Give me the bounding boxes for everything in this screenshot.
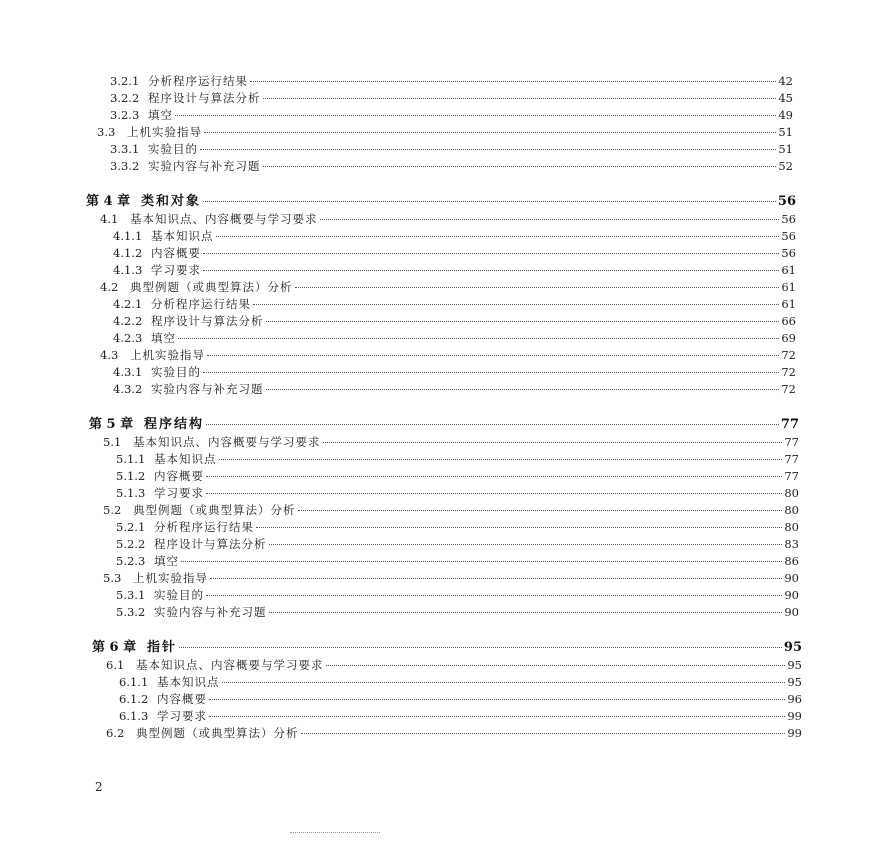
toc-entry-page: 61	[781, 297, 796, 311]
toc-entry	[113, 296, 796, 312]
toc-entry-page: 95	[787, 658, 802, 672]
toc-entry-page: 72	[781, 382, 796, 396]
toc-entry	[106, 657, 802, 673]
dot-leader	[219, 459, 783, 460]
toc-entry	[106, 725, 802, 741]
dot-leader	[323, 442, 783, 443]
toc-entry	[116, 536, 799, 552]
toc-entry	[113, 330, 796, 346]
toc-entry	[110, 107, 793, 123]
dot-leader	[326, 665, 786, 666]
toc-entry-number: 3.3.1	[110, 142, 140, 156]
toc-entry-title: 程序设计与算法分析	[154, 537, 267, 551]
toc-entry-title: 程序设计与算法分析	[148, 91, 261, 105]
toc-entry-title: 程序结构	[144, 417, 205, 432]
toc-entry	[110, 90, 793, 106]
toc-entry-title: 实验内容与补充习题	[151, 382, 264, 396]
toc-entry-title: 填空	[154, 554, 179, 568]
toc-entry-number: 5.3	[103, 571, 122, 585]
toc-entry-page: 49	[778, 108, 793, 122]
toc-entry-number: 4.3.2	[113, 382, 143, 396]
page-number: 2	[95, 780, 103, 794]
toc-entry	[103, 570, 799, 586]
toc-entry	[103, 434, 799, 450]
toc-entry-title: 分析程序运行结果	[148, 74, 248, 88]
toc-entry-page: 90	[784, 571, 799, 585]
toc-entry	[113, 262, 796, 278]
dot-leader	[295, 287, 780, 288]
toc-entry-page: 90	[784, 588, 799, 602]
toc-entry-title: 上机实验指导	[133, 571, 208, 585]
dot-leader	[269, 544, 783, 545]
dot-leader	[263, 98, 777, 99]
toc-entry-title: 基本知识点、内容概要与学习要求	[130, 212, 318, 226]
toc-entry-page: 72	[781, 348, 796, 362]
toc-entry-page: 56	[777, 194, 796, 209]
toc-entry	[116, 451, 799, 467]
toc-entry-page: 99	[787, 709, 802, 723]
toc-entry-title: 填空	[148, 108, 173, 122]
toc-entry-title: 典型例题（或典型算法）分析	[133, 503, 296, 517]
dot-leader	[266, 321, 780, 322]
toc-entry-number: 5.1.2	[116, 469, 146, 483]
dot-leader	[263, 166, 777, 167]
toc-entry-page: 77	[784, 435, 799, 449]
toc-entry	[100, 347, 796, 363]
toc-entry-title: 内容概要	[151, 246, 201, 260]
dot-leader	[301, 733, 786, 734]
toc-entry-number: 第 5 章	[89, 417, 134, 432]
dot-leader	[206, 493, 782, 494]
toc-entry-page: 96	[787, 692, 802, 706]
toc-entry	[119, 674, 802, 690]
toc-entry-title: 填空	[151, 331, 176, 345]
dot-leader	[175, 115, 776, 116]
toc-chapter-entry	[86, 194, 796, 210]
toc-entry-number: 6.1.2	[119, 692, 149, 706]
dot-leader	[266, 389, 780, 390]
dot-leader	[200, 149, 776, 150]
dot-leader	[216, 236, 780, 237]
toc-entry-title: 典型例题（或典型算法）分析	[130, 280, 293, 294]
toc-entry-number: 4.1	[100, 212, 119, 226]
toc-entry-page: 51	[778, 142, 793, 156]
toc-entry-title: 上机实验指导	[127, 125, 202, 139]
dot-leader	[203, 201, 776, 202]
toc-entry	[113, 364, 796, 380]
toc-entry	[116, 485, 799, 501]
toc-entry-title: 学习要求	[151, 263, 201, 277]
toc-entry-title: 内容概要	[157, 692, 207, 706]
toc-entry	[97, 124, 793, 140]
toc-entry	[116, 553, 799, 569]
toc-entry-page: 42	[778, 74, 793, 88]
toc-entry	[116, 468, 799, 484]
toc-entry-number: 5.2.2	[116, 537, 146, 551]
toc-entry-number: 4.2.2	[113, 314, 143, 328]
toc-entry-number: 4.3	[100, 348, 119, 362]
dot-leader	[209, 699, 785, 700]
toc-entry-page: 61	[781, 263, 796, 277]
toc-entry	[110, 141, 793, 157]
toc-entry-page: 66	[781, 314, 796, 328]
dot-leader	[320, 219, 780, 220]
toc-entry-number: 4.3.1	[113, 365, 143, 379]
toc-entry-number: 5.3.2	[116, 605, 146, 619]
toc-entry-page: 77	[784, 469, 799, 483]
toc-entry-title: 实验内容与补充习题	[148, 159, 261, 173]
toc-entry-number: 3.2.3	[110, 108, 140, 122]
toc-entry-page: 45	[778, 91, 793, 105]
toc-entry-page: 99	[787, 726, 802, 740]
toc-entry-number: 6.1.1	[119, 675, 149, 689]
dot-leader	[179, 647, 782, 648]
dot-leader	[209, 716, 785, 717]
dot-leader	[253, 304, 779, 305]
toc-entry-page: 69	[781, 331, 796, 345]
toc-entry	[113, 228, 796, 244]
toc-entry-page: 80	[784, 520, 799, 534]
toc-entry	[113, 381, 796, 397]
toc-entry-title: 学习要求	[157, 709, 207, 723]
dot-leader	[222, 682, 786, 683]
toc-entry-page: 90	[784, 605, 799, 619]
dot-leader	[206, 424, 779, 425]
toc-entry-title: 基本知识点	[151, 229, 214, 243]
toc-chapter-entry	[89, 417, 799, 433]
toc-entry-page: 83	[784, 537, 799, 551]
toc-entry-number: 3.3	[97, 125, 116, 139]
toc-entry	[119, 691, 802, 707]
dot-leader	[256, 527, 782, 528]
toc-entry-title: 学习要求	[154, 486, 204, 500]
toc-entry-number: 4.1.3	[113, 263, 143, 277]
toc-entry	[103, 502, 799, 518]
dot-leader	[207, 355, 779, 356]
toc-entry-page: 51	[778, 125, 793, 139]
toc-entry-page: 61	[781, 280, 796, 294]
toc-entry-number: 5.2.1	[116, 520, 146, 534]
dot-leader	[250, 81, 776, 82]
toc-entry-page: 86	[784, 554, 799, 568]
toc-entry	[100, 279, 796, 295]
dot-leader	[206, 476, 782, 477]
toc-entry-page: 56	[781, 212, 796, 226]
toc-entry-title: 指针	[147, 640, 178, 655]
dot-leader	[203, 372, 779, 373]
toc-entry-title: 基本知识点	[154, 452, 217, 466]
toc-entry-number: 3.2.2	[110, 91, 140, 105]
toc-entry-number: 4.2	[100, 280, 119, 294]
toc-entry-title: 分析程序运行结果	[151, 297, 251, 311]
toc-entry	[110, 73, 793, 89]
dot-leader	[181, 561, 782, 562]
toc-entry-title: 内容概要	[154, 469, 204, 483]
toc-entry-number: 4.2.3	[113, 331, 143, 345]
toc-entry-number: 6.1.3	[119, 709, 149, 723]
toc-entry-number: 6.1	[106, 658, 125, 672]
dot-leader	[204, 132, 776, 133]
toc-entry-page: 95	[783, 640, 802, 655]
toc-entry-number: 5.1	[103, 435, 122, 449]
dot-leader	[210, 578, 782, 579]
toc-entry-title: 实验目的	[151, 365, 201, 379]
toc-entry-page: 80	[784, 503, 799, 517]
dot-leader	[178, 338, 779, 339]
toc-entry-number: 5.1.1	[116, 452, 146, 466]
toc-entry	[110, 158, 793, 174]
toc-entry-number: 5.2	[103, 503, 122, 517]
toc-entry-page: 56	[781, 246, 796, 260]
toc-entry-title: 上机实验指导	[130, 348, 205, 362]
toc-entry-number: 4.2.1	[113, 297, 143, 311]
toc-entry-title: 实验内容与补充习题	[154, 605, 267, 619]
toc-entry-title: 基本知识点、内容概要与学习要求	[133, 435, 321, 449]
toc-entry	[116, 587, 799, 603]
toc-entry-number: 5.2.3	[116, 554, 146, 568]
toc-entry-title: 基本知识点	[157, 675, 220, 689]
toc-entry-number: 3.2.1	[110, 74, 140, 88]
toc-entry-title: 实验目的	[154, 588, 204, 602]
toc-entry-page: 77	[784, 452, 799, 466]
toc-entry-number: 4.1.2	[113, 246, 143, 260]
toc-entry-number: 6.2	[106, 726, 125, 740]
dot-leader	[203, 270, 779, 271]
toc-entry-page: 95	[787, 675, 802, 689]
toc-entry	[113, 245, 796, 261]
toc-entry-number: 5.3.1	[116, 588, 146, 602]
toc-entry-page: 72	[781, 365, 796, 379]
scan-artifact	[290, 832, 380, 835]
toc-entry-title: 实验目的	[148, 142, 198, 156]
toc-entry	[100, 211, 796, 227]
dot-leader	[298, 510, 783, 511]
toc-entry-title: 类和对象	[141, 194, 202, 209]
toc-entry-page: 56	[781, 229, 796, 243]
toc-entry-title: 典型例题（或典型算法）分析	[136, 726, 299, 740]
toc-entry-number: 第 4 章	[86, 194, 131, 209]
toc-entry	[116, 519, 799, 535]
dot-leader	[206, 595, 782, 596]
toc-entry-number: 第 6 章	[92, 640, 137, 655]
toc-entry	[116, 604, 799, 620]
toc-entry-page: 77	[780, 417, 799, 432]
toc-entry-page: 80	[784, 486, 799, 500]
toc-entry	[119, 708, 802, 724]
toc-chapter-entry	[92, 640, 802, 656]
dot-leader	[203, 253, 779, 254]
toc-entry-title: 程序设计与算法分析	[151, 314, 264, 328]
toc-entry-title: 分析程序运行结果	[154, 520, 254, 534]
toc-entry-page: 52	[778, 159, 793, 173]
toc-entry-title: 基本知识点、内容概要与学习要求	[136, 658, 324, 672]
toc-entry-number: 3.3.2	[110, 159, 140, 173]
toc-entry	[113, 313, 796, 329]
toc-entry-number: 4.1.1	[113, 229, 143, 243]
toc-entry-number: 5.1.3	[116, 486, 146, 500]
dot-leader	[269, 612, 783, 613]
